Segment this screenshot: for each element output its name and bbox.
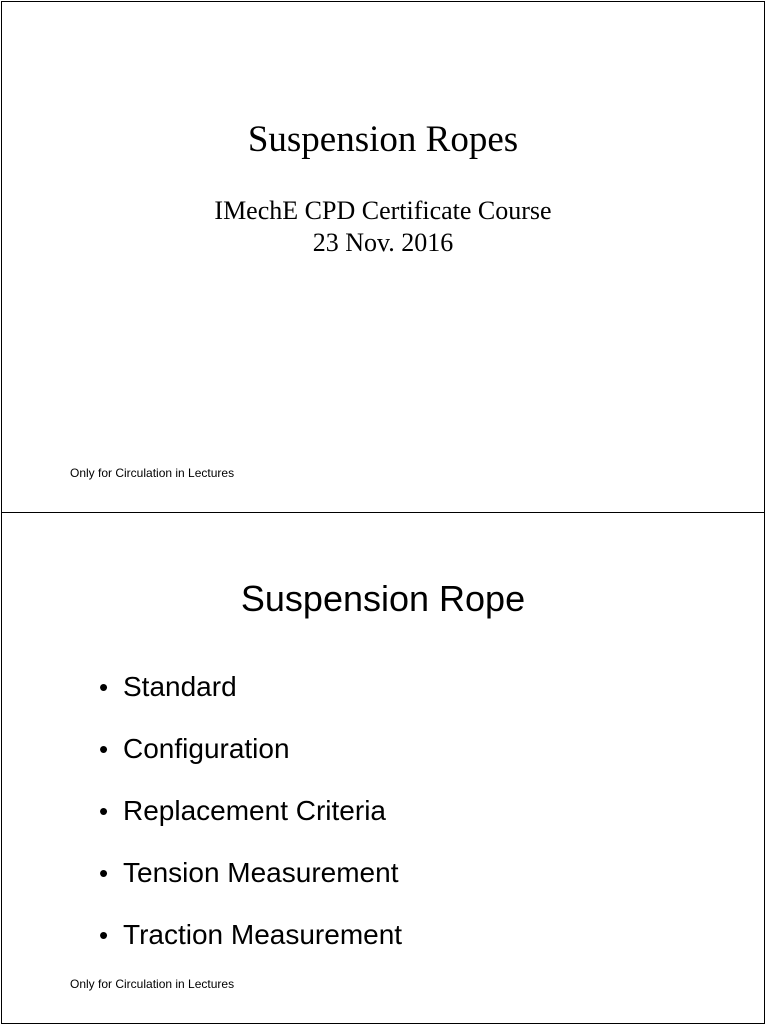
bullet-item-configuration xyxy=(99,718,402,780)
bullet-dot-icon: • xyxy=(99,920,109,950)
bullet-dot-icon: • xyxy=(99,672,109,702)
bullet-item-traction-measurement xyxy=(99,904,402,966)
bullet-dot-icon: • xyxy=(99,858,109,888)
slide-1 xyxy=(1,1,765,514)
bullet-dot-icon: • xyxy=(99,796,109,826)
bullet-item-tension-measurement xyxy=(99,842,402,904)
slide-2-title: Suspension Rope xyxy=(240,578,526,619)
slide-1-footer: Only for Circulation in Lectures xyxy=(70,466,235,480)
slide-1-subtitle: IMechE CPD Certificate Course xyxy=(214,196,552,225)
bullet-dot-icon: • xyxy=(99,734,109,764)
slide-1-title: Suspension Ropes xyxy=(247,119,519,160)
slide-2 xyxy=(1,512,765,1024)
bullet-item-standard xyxy=(99,656,402,718)
bullet-item-replacement-criteria xyxy=(99,780,402,842)
bullet-text: Standard xyxy=(123,671,237,702)
bullet-text: Tension Measurement xyxy=(123,857,399,888)
bullet-text: Configuration xyxy=(123,733,290,764)
bullet-list xyxy=(99,656,402,966)
bullet-text: Replacement Criteria xyxy=(123,795,386,826)
slide-2-footer: Only for Circulation in Lectures xyxy=(70,977,235,991)
bullet-text: Traction Measurement xyxy=(123,919,403,950)
slide-1-date: 23 Nov. 2016 xyxy=(312,228,454,257)
